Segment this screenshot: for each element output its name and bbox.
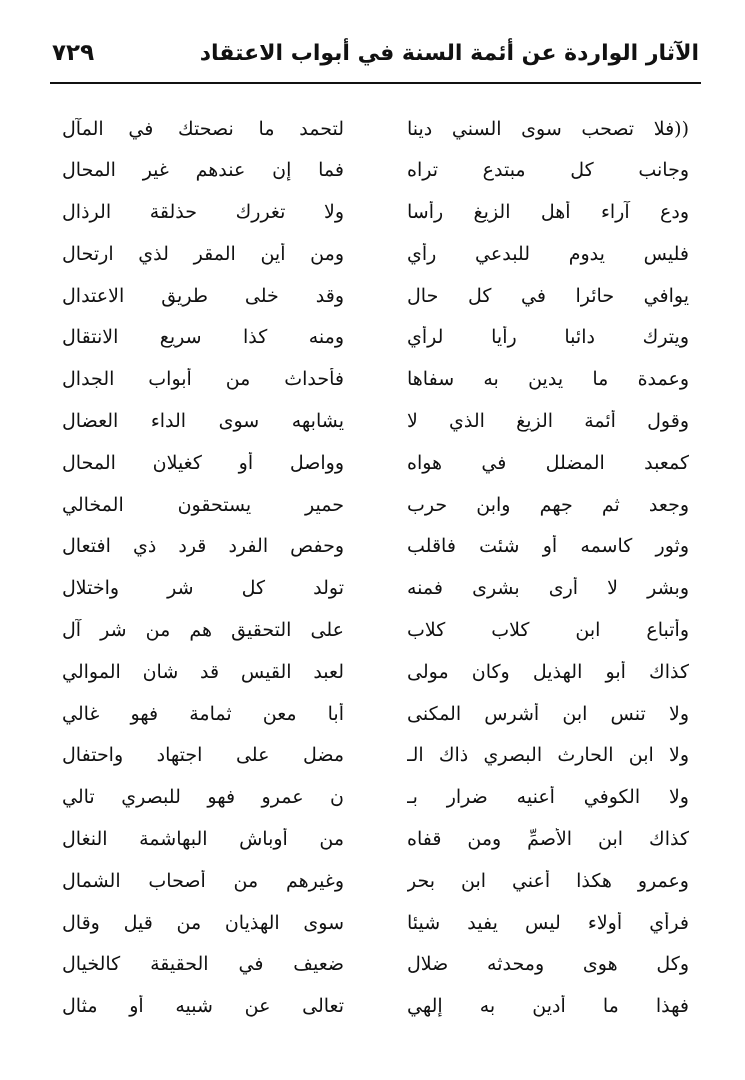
- verse-first-hemistich: كمعبد المضلل في هواه: [407, 451, 689, 474]
- page-number: ٧٢٩: [52, 40, 95, 66]
- verse-second-hemistich: وواصل أو كغيلان المحال: [62, 451, 344, 474]
- verse-line: [62, 986, 689, 1028]
- verse-line: [62, 651, 689, 693]
- verse-first-hemistich: فليس يدوم للبدعي رأي: [407, 242, 689, 265]
- verse-second-hemistich: وغيرهم من أصحاب الشمال: [62, 869, 344, 892]
- verse-line: [62, 401, 689, 443]
- verse-first-hemistich: وجانب كل مبتدع تراه: [407, 159, 689, 182]
- verse-first-hemistich: ولا ابن الحارث البصري ذاك الـ: [407, 744, 689, 767]
- verse-first-hemistich: وعمدة ما يدين به سفاها: [407, 368, 689, 391]
- verse-second-hemistich: ن عمرو فهو للبصري تالي: [62, 786, 344, 809]
- verse-first-hemistich: ويترك دائبا رأيا لرأي: [407, 326, 689, 349]
- page-header: [52, 28, 699, 78]
- verse-first-hemistich: ولا الكوفي أعنيه ضرار بـ: [407, 786, 689, 809]
- verse-first-hemistich: وقول أئمة الزيغ الذي لا: [407, 410, 689, 433]
- verse-line: [62, 902, 689, 944]
- verse-second-hemistich: حمير يستحقون المخالي: [62, 493, 344, 516]
- poem: [62, 108, 689, 1028]
- verse-second-hemistich: فما إن عندهم غير المحال: [62, 159, 344, 182]
- header-rule: [50, 82, 701, 84]
- verse-second-hemistich: لعبد القيس قد شان الموالي: [62, 660, 344, 683]
- verse-line: [62, 233, 689, 275]
- verse-first-hemistich: كذاك ابن الأصمِّ ومن قفاه: [407, 828, 689, 851]
- verse-line: [62, 359, 689, 401]
- verse-first-hemistich: وبشر لا أرى بشرى فمنه: [407, 577, 689, 600]
- verse-first-hemistich: ودع آراء أهل الزيغ رأسا: [407, 201, 689, 224]
- verse-second-hemistich: من أوباش البهاشمة النغال: [62, 828, 344, 851]
- verse-line: [62, 777, 689, 819]
- verse-second-hemistich: ضعيف في الحقيقة كالخيال: [62, 953, 344, 976]
- verse-second-hemistich: وقد خلى طريق الاعتدال: [62, 284, 344, 307]
- verse-line: [62, 568, 689, 610]
- verse-second-hemistich: لتحمد ما نصحتك في المآل: [62, 117, 344, 140]
- verse-line: [62, 610, 689, 652]
- verse-line: [62, 442, 689, 484]
- verse-second-hemistich: تعالى عن شبيه أو مثال: [62, 995, 344, 1018]
- verse-line: [62, 526, 689, 568]
- running-title: الآثار الواردة عن أئمة السنة في أبواب الاعتقاد: [199, 40, 699, 66]
- verse-second-hemistich: وحفص الفرد قرد ذي افتعال: [62, 535, 344, 558]
- verse-line: [62, 150, 689, 192]
- verse-second-hemistich: تولد كل شر واختلال: [62, 577, 344, 600]
- verse-first-hemistich: فهذا ما أدين به إلهي: [407, 995, 689, 1018]
- verse-second-hemistich: يشابهه سوى الداء العضال: [62, 410, 344, 433]
- verse-first-hemistich: ولا تنس ابن أشرس المكنى: [407, 702, 689, 725]
- verse-line: [62, 944, 689, 986]
- verse-second-hemistich: على التحقيق هم من شر آل: [62, 619, 344, 642]
- verse-first-hemistich: وثور كاسمه أو شئت فاقلب: [407, 535, 689, 558]
- verse-second-hemistich: سوى الهذيان من قيل وقال: [62, 911, 344, 934]
- verse-second-hemistich: فأحداث من أبواب الجدال: [62, 368, 344, 391]
- verse-second-hemistich: أبا معن ثمامة فهو غالي: [62, 702, 344, 725]
- verse-first-hemistich: وكل هوى ومحدثه ضلال: [407, 953, 689, 976]
- verse-line: [62, 860, 689, 902]
- verse-line: [62, 484, 689, 526]
- verse-first-hemistich: كذاك أبو الهذيل وكان مولى: [407, 660, 689, 683]
- verse-first-hemistich: وأتباع ابن كلاب كلاب: [407, 619, 689, 642]
- verse-second-hemistich: ولا تغررك حذلقة الرذال: [62, 201, 344, 224]
- verse-line: [62, 317, 689, 359]
- verse-first-hemistich: ((فلا تصحب سوى السني دينا: [407, 117, 689, 140]
- verse-line: [62, 819, 689, 861]
- verse-line: [62, 735, 689, 777]
- verse-line: [62, 275, 689, 317]
- verse-line: [62, 108, 689, 150]
- verse-first-hemistich: وجعد ثم جهم وابن حرب: [407, 493, 689, 516]
- verse-second-hemistich: مضل على اجتهاد واحتفال: [62, 744, 344, 767]
- verse-first-hemistich: يوافي حائرا في كل حال: [407, 284, 689, 307]
- verse-first-hemistich: فرأي أولاء ليس يفيد شيئا: [407, 911, 689, 934]
- verse-second-hemistich: ومنه كذا سريع الانتقال: [62, 326, 344, 349]
- verse-first-hemistich: وعمرو هكذا أعني ابن بحر: [407, 869, 689, 892]
- verse-line: [62, 693, 689, 735]
- verse-line: [62, 192, 689, 234]
- verse-second-hemistich: ومن أين المقر لذي ارتحال: [62, 242, 344, 265]
